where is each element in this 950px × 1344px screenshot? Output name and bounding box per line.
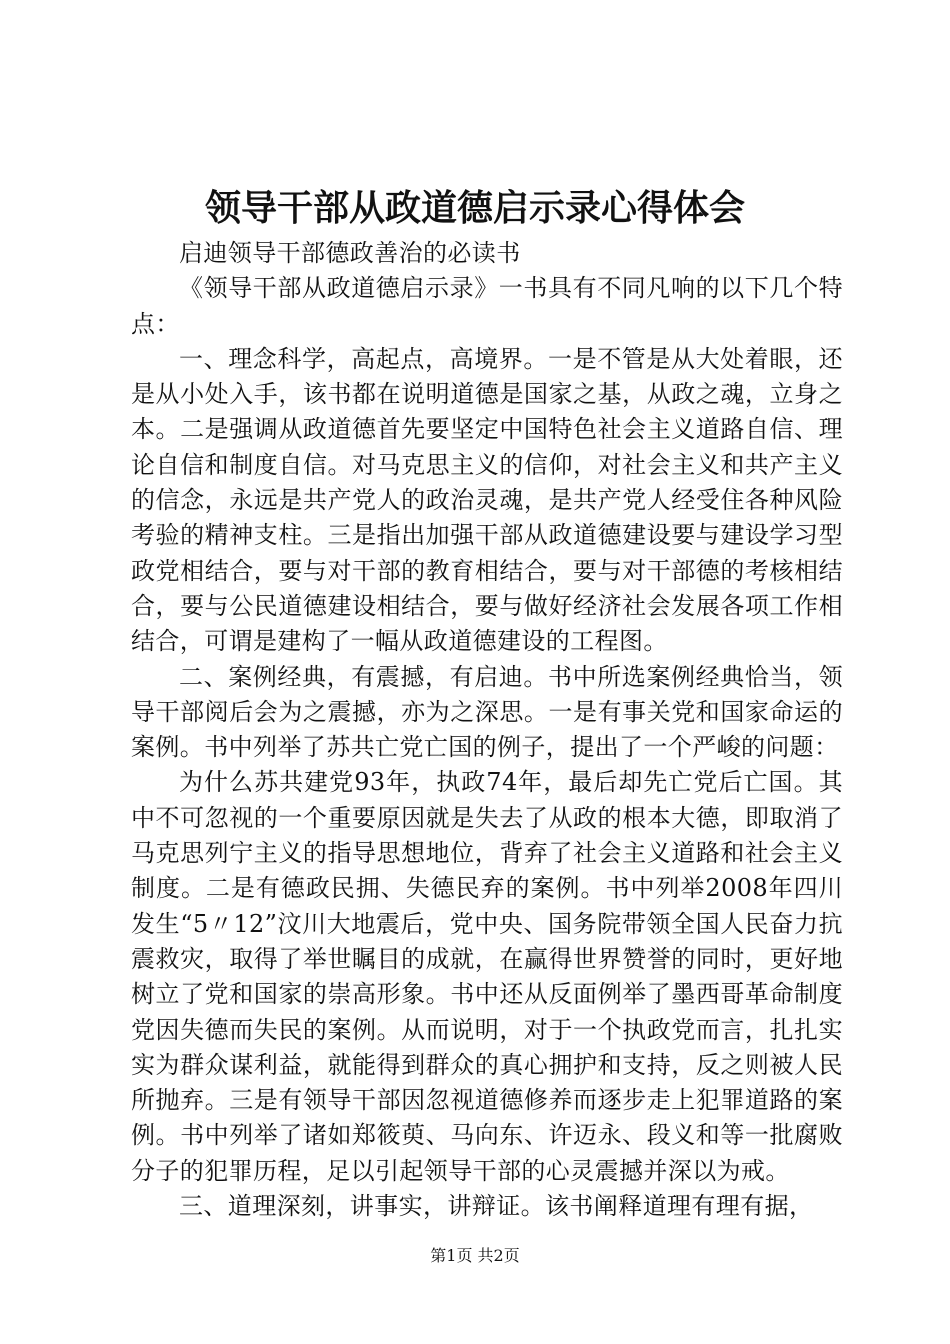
paragraph-point-three: 三、道理深刻，讲事实，讲辩证。该书阐释道理有理有据， xyxy=(179,1192,814,1221)
paragraph-point-one: 一、理念科学，高起点，高境界。一是不管是从大处着眼，还是从小处入手，该书都在说明道德是国家之基，从政之魂，立身之本。二是强调从政道德首先要坚定中国特色社会主义道路自信、理论自信和制度自信。对马克思主义的信仰，对社会主义和共产主义的信念，永远是共产党人的政治灵魂，是共产党人经受住各种风险考验的精神支柱。三是指出加强干部从政道德建设要与建设学习型政党相结合，要与对干部的教育相结合，要与对干部德的考核相结合，要与公民道德建设相结合，要与做好经济社会发展各项工作相结合，可谓是建构了一幅从政道德建设的工程图。 xyxy=(131,344,843,656)
paragraph-subtitle: 启迪领导干部德政善治的必读书 xyxy=(179,239,521,267)
document-body xyxy=(131,236,843,1224)
document-title: 领导干部从政道德启示录心得体会 xyxy=(204,187,745,229)
paragraph-point-two: 二、案例经典，有震撼，有启迪。书中所选案例经典恰当，领导干部阅后会为之震撼，亦为之深思。一是有事关党和国家命运的案例。书中列举了苏共亡党亡国的例子，提出了一个严峻的问题： xyxy=(131,662,843,762)
paragraph-intro: 《领导干部从政道德启示录》一书具有不同凡响的以下几个特点： xyxy=(131,274,843,338)
paragraph-point-two-cases: 为什么苏共建党93年，执政74年，最后却先亡党后亡国。其中不可忽视的一个重要原因就是失去了从政的根本大德，即取消了马克思列宁主义的指导思想地位，背弃了社会主义道路和社会主义制度。二是有德政民拥、失德民弃的案例。书中列举2008年四川发生“5〃12”汶川大地震后，党中央、国务院带领全国人民奋力抗震救灾，取得了举世瞩目的成就，在赢得世界赞誉的同时，更好地树立了党和国家的崇高形象。书中还从反面例举了墨西哥革命制度党因失德而失民的案例。从而说明，对于一个执政党而言，扎扎实实为群众谋利益，就能得到群众的真心拥护和支持，反之则被人民所抛弃。三是有领导干部因忽视道德修养而逐步走上犯罪道路的案例。书中列举了诸如郑筱萸、马向东、许迈永、段义和等一批腐败分子的犯罪历程，足以引起领导干部的心灵震撼并深以为戒。 xyxy=(131,768,843,1185)
page-footer: 第1页 共2页 xyxy=(430,1246,520,1265)
